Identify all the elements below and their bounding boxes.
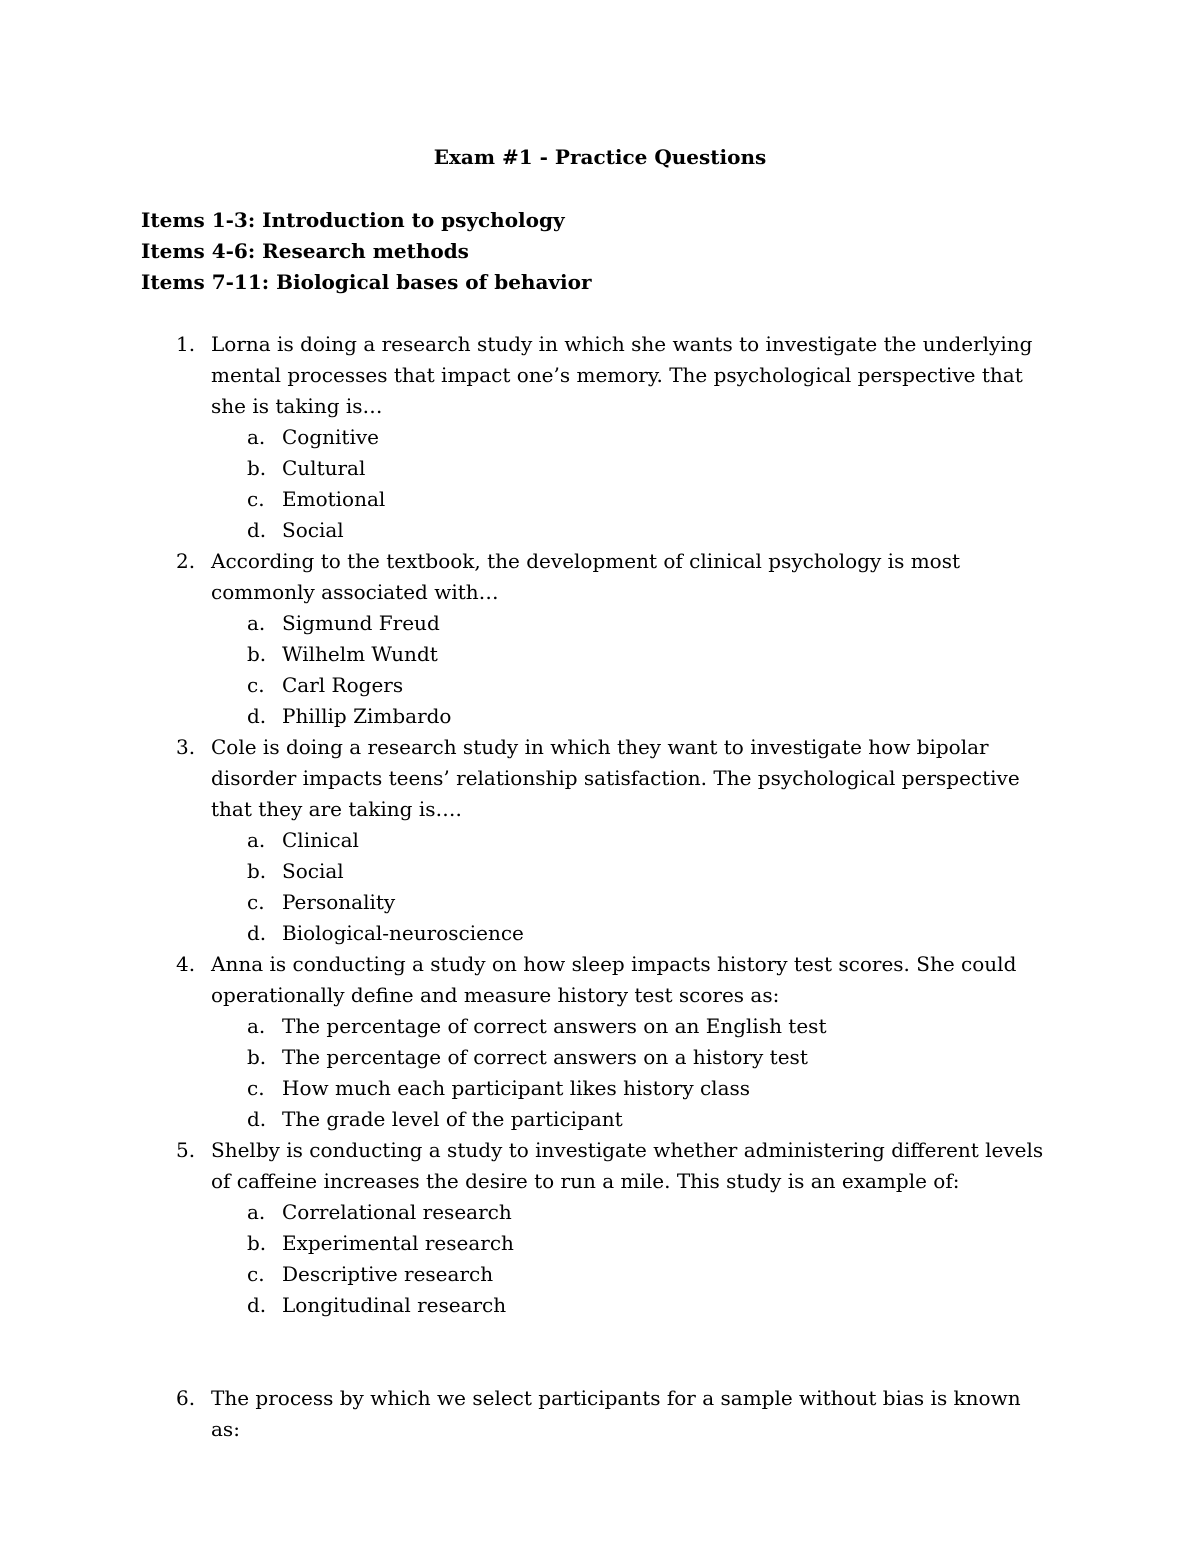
answer-option: [0, 1290, 1200, 1321]
option-letter: c.: [247, 890, 265, 914]
question-number: 1.: [176, 332, 196, 356]
option-letter: b.: [247, 642, 267, 666]
question-3: [0, 732, 1200, 825]
question-number: 6.: [176, 1386, 196, 1410]
answer-option: [0, 453, 1200, 484]
answer-option: [0, 1104, 1200, 1135]
question-number: 4.: [176, 952, 196, 976]
option-letter: c.: [247, 487, 265, 511]
option-letter: c.: [247, 1076, 265, 1100]
answer-option: [0, 918, 1200, 949]
answer-option: [0, 1197, 1200, 1228]
spacer: [0, 1321, 1200, 1383]
question-text: Anna is conducting a study on how sleep impacts history test scores. She could operationally define and measure history test scores as:: [211, 952, 1017, 1007]
topic-list: [141, 205, 592, 298]
topic-line: Items 7-11: Biological bases of behavior: [141, 270, 592, 294]
answer-option: [0, 608, 1200, 639]
option-text: How much each participant likes history class: [282, 1076, 751, 1100]
question-text: According to the textbook, the development of clinical psychology is most commonly associated with…: [211, 549, 961, 604]
option-letter: b.: [247, 1231, 267, 1255]
option-text: The percentage of correct answers on an English test: [282, 1014, 827, 1038]
answer-option: [0, 856, 1200, 887]
option-text: Emotional: [282, 487, 386, 511]
option-text: The grade level of the participant: [282, 1107, 623, 1131]
question-number: 3.: [176, 735, 196, 759]
option-letter: a.: [247, 1200, 266, 1224]
option-text: Experimental research: [282, 1231, 514, 1255]
answer-option: [0, 1011, 1200, 1042]
answer-option: [0, 639, 1200, 670]
question-number: 2.: [176, 549, 196, 573]
option-letter: d.: [247, 518, 267, 542]
question-5: [0, 1135, 1200, 1197]
option-letter: a.: [247, 425, 266, 449]
question-list: [0, 329, 1200, 1445]
answer-option: [0, 484, 1200, 515]
answer-option: [0, 1073, 1200, 1104]
option-letter: b.: [247, 859, 267, 883]
option-letter: d.: [247, 704, 267, 728]
option-text: Correlational research: [282, 1200, 512, 1224]
question-4: [0, 949, 1200, 1011]
answer-option: [0, 887, 1200, 918]
option-text: Phillip Zimbardo: [282, 704, 452, 728]
question-1: [0, 329, 1200, 422]
option-letter: b.: [247, 456, 267, 480]
option-letter: d.: [247, 921, 267, 945]
option-text: Carl Rogers: [282, 673, 404, 697]
answer-option: [0, 825, 1200, 856]
answer-option: [0, 1228, 1200, 1259]
answer-option: [0, 422, 1200, 453]
option-text: The percentage of correct answers on a history test: [282, 1045, 808, 1069]
option-text: Descriptive research: [282, 1262, 494, 1286]
answer-option: [0, 515, 1200, 546]
option-text: Clinical: [282, 828, 359, 852]
option-text: Biological-neuroscience: [282, 921, 524, 945]
answer-option: [0, 1042, 1200, 1073]
answer-option: [0, 701, 1200, 732]
question-text: Cole is doing a research study in which they want to investigate how bipolar disorder impacts teens’ relationship satisfaction. The psychological perspective that they are taking is….: [211, 735, 1020, 821]
option-text: Social: [282, 518, 344, 542]
option-letter: d.: [247, 1293, 267, 1317]
option-text: Cultural: [282, 456, 366, 480]
option-text: Wilhelm Wundt: [282, 642, 438, 666]
question-text: Lorna is doing a research study in which she wants to investigate the underlying mental processes that impact one’s memory. The psychological perspective that she is taking is…: [211, 332, 1033, 418]
page-title: Exam #1 - Practice Questions: [433, 145, 767, 169]
topic-line: Items 1-3: Introduction to psychology: [141, 208, 565, 232]
option-letter: b.: [247, 1045, 267, 1069]
answer-option: [0, 1259, 1200, 1290]
answer-option: [0, 670, 1200, 701]
question-text: The process by which we select participants for a sample without bias is known as:: [211, 1386, 1021, 1441]
option-letter: a.: [247, 1014, 266, 1038]
question-2: [0, 546, 1200, 608]
question-6: [0, 1383, 1200, 1445]
option-text: Social: [282, 859, 344, 883]
option-letter: a.: [247, 611, 266, 635]
option-letter: a.: [247, 828, 266, 852]
option-text: Personality: [282, 890, 396, 914]
option-letter: d.: [247, 1107, 267, 1131]
topic-line: Items 4-6: Research methods: [141, 239, 469, 263]
option-text: Cognitive: [282, 425, 379, 449]
question-number: 5.: [176, 1138, 196, 1162]
question-text: Shelby is conducting a study to investigate whether administering different levels of caffeine increases the desire to run a mile. This study is an example of:: [211, 1138, 1044, 1193]
option-letter: c.: [247, 673, 265, 697]
option-text: Sigmund Freud: [282, 611, 440, 635]
option-text: Longitudinal research: [282, 1293, 507, 1317]
option-letter: c.: [247, 1262, 265, 1286]
